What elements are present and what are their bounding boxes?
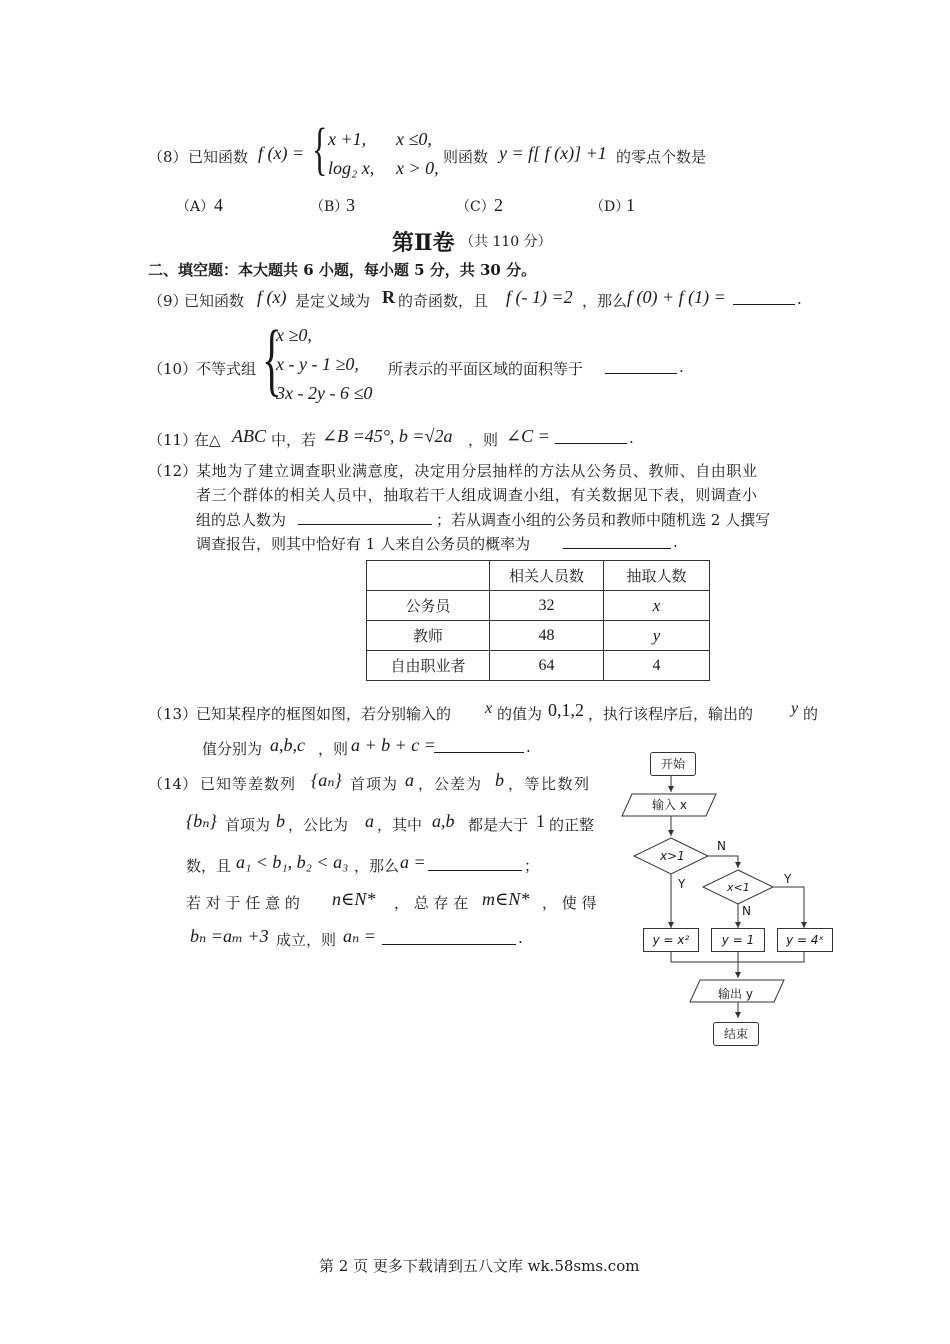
part2-title: 第Ⅱ卷 [392, 230, 455, 256]
q14-line-4a: 若 对 于 任 意 的 [186, 894, 300, 912]
q11-text-2: 中，若 [271, 431, 317, 449]
q8-option-a-label: （A） [176, 199, 215, 215]
q14-b-2: b [276, 811, 285, 831]
q14-b: b [495, 770, 504, 790]
q12-line-4a: 调查报告，则其中恰好有 1 人来自公务员的概率为 [196, 535, 531, 553]
q11-expr: ∠C = [506, 426, 550, 446]
flowchart-out2: y = 1 [711, 928, 765, 952]
q14-a: a [405, 770, 414, 790]
flowchart-Y2: Y [784, 872, 792, 886]
q14-line-3-end: ； [524, 857, 540, 875]
section-heading: 二、填空题：本大题共 6 小题，每小题 5 分，共 30 分。 [148, 261, 537, 279]
q8-case1-expr: x +1, [328, 129, 367, 149]
table-header-cell [367, 561, 490, 591]
q14-ab: a,b [432, 811, 455, 831]
q8-option-b-value: 3 [346, 195, 355, 215]
flowchart-N2: N [742, 904, 751, 918]
table-cell: 48 [490, 621, 604, 651]
q12-line-2: 者三个群体的相关人员中，抽取若干人组成调查小组，有关数据见下表，则调查小 [196, 486, 758, 504]
q9-number: （9） [148, 292, 188, 310]
table-row [367, 651, 710, 681]
q14-line-4n: n∈N* [332, 889, 376, 909]
q9-end: . [797, 290, 802, 308]
q14-line-2a: 首项为 [225, 816, 271, 834]
q8-case2-cond: x > 0, [396, 158, 439, 178]
q10-number: （10） [148, 360, 198, 378]
flowchart-cond2: x<1 [727, 881, 750, 894]
table-cell: 自由职业者 [367, 651, 490, 681]
table-cell: x [604, 591, 710, 621]
q13-line-2a: 值分别为 [202, 740, 263, 758]
q8-y-expr: y = f[ f (x)] +1 [499, 143, 607, 163]
q8-option-c-value: 2 [494, 195, 503, 215]
flowchart-out3: y = 4ˣ [777, 928, 833, 952]
q8-option-d-value: 1 [626, 195, 635, 215]
q14-blank-a[interactable] [428, 854, 522, 871]
q14-line-5-expr: bₙ =aₘ +3 [190, 926, 269, 946]
q12-line-3a: 组的总人数为 [196, 511, 287, 529]
q13-abc: a,b,c [270, 735, 305, 755]
q11-abc: ABC [232, 426, 266, 446]
q11-end: . [629, 429, 634, 447]
page-footer: 第 2 页 更多下载请到五八文库 wk.58sms.com [319, 1257, 640, 1275]
table-header-cell: 相关人员数 [490, 561, 604, 591]
q14-number: （14） [148, 775, 198, 793]
flowchart-start: 开始 [650, 752, 696, 776]
flowchart-out1: y = x² [643, 928, 699, 952]
q14-line-3b: ，那么 [354, 857, 400, 875]
q11-number: （11） [148, 431, 198, 449]
flowchart-connectors [600, 740, 850, 1060]
q12-table [366, 560, 710, 681]
table-cell: 公务员 [367, 591, 490, 621]
q12-line-3b: ；若从调查小组的公务员和教师中随机选 2 人撰写 [436, 511, 771, 529]
q9-R: R [382, 287, 395, 307]
flowchart-Y1: Y [678, 877, 686, 891]
q10-line-1: x ≥0, [276, 325, 312, 345]
q12-number: （12） [148, 462, 198, 480]
table-row [367, 621, 710, 651]
q10-answer-blank[interactable] [605, 357, 677, 374]
q14-line-2b: ，公比为 [288, 816, 349, 834]
q8-option-c-label: （C） [456, 199, 495, 215]
q8-prefix: 已知函数 [188, 148, 249, 166]
q13-y: y [791, 700, 799, 717]
table-header-row [367, 561, 710, 591]
q12-blank-total[interactable] [298, 508, 432, 525]
q10-line-2: x - y - 1 ≥0, [276, 354, 359, 374]
q10-line-3: 3x - 2y - 6 ≤0 [276, 383, 373, 403]
q14-line-3-expr: a = [400, 852, 426, 872]
q8-case2-expr: log₂ x, [328, 158, 375, 178]
q11-text-3: ，则 [468, 431, 499, 449]
q14-line-2d: 都是大于 [468, 816, 529, 834]
q8-brace: { [312, 116, 328, 181]
q13-line-2b: ，则 [318, 740, 349, 758]
flowchart-N1: N [717, 839, 726, 853]
q8-f-lhs: f (x) = [258, 143, 305, 163]
q14-blank-an[interactable] [382, 928, 516, 945]
q14-line-2e: 的正整 [549, 816, 595, 834]
q9-text-1: 已知函数 [184, 292, 245, 310]
q10-text-1: 不等式组 [196, 360, 257, 378]
q13-text-2: 的值为 [497, 705, 543, 723]
q14-line-1a: 已知等差数列 [200, 775, 297, 793]
q9-answer-blank[interactable] [733, 288, 795, 305]
q14-line-1b: 首项为 [350, 775, 399, 793]
table-header-cell: 抽取人数 [604, 561, 710, 591]
q13-end: . [526, 738, 531, 756]
q14-bn: {bₙ} [186, 811, 217, 831]
q11-text-1: 在△ [194, 431, 221, 449]
q8-mid: 则函数 [443, 148, 489, 166]
q13-answer-blank[interactable] [434, 736, 524, 753]
q13-text-4: 的 [803, 705, 819, 723]
q14-line-5-end: . [518, 929, 523, 947]
q13-vals: 0,1,2 [548, 700, 584, 720]
q9-text-4: ，那么 [582, 292, 628, 310]
q9-expr: f (0) + f (1) = [627, 287, 726, 307]
q14-ineq: a₁ < b₁, b₂ < a₃ [236, 852, 349, 872]
table-cell: y [604, 621, 710, 651]
flowchart-cond1: x>1 [660, 849, 685, 863]
q10-end: . [679, 358, 684, 376]
q14-line-4c: ， 使 得 [542, 894, 597, 912]
q14-a-2: a [365, 811, 374, 831]
table-cell: 64 [490, 651, 604, 681]
q8-option-d-label: （D） [590, 199, 630, 215]
q8-case1-cond: x ≤0, [396, 129, 432, 149]
flowchart-output-label: 输出 y [718, 987, 753, 1001]
flowchart-end: 结束 [713, 1022, 759, 1046]
q14-one: 1 [536, 811, 545, 831]
table-cell: 4 [604, 651, 710, 681]
q9-text-3: 的奇函数，且 [398, 292, 489, 310]
q14-line-1c: ，公差为 [418, 775, 483, 793]
q9-f: f (x) [257, 287, 287, 307]
q8-option-a-value: 4 [214, 195, 223, 215]
q13-text-3: ，执行该程序后，输出的 [588, 705, 754, 723]
q11-cond: ∠B =45°, b =√2a [322, 426, 453, 446]
q10-text-2: 所表示的平面区域的面积等于 [388, 360, 584, 378]
table-row [367, 591, 710, 621]
q12-blank-prob[interactable] [563, 532, 671, 549]
q11-answer-blank[interactable] [555, 427, 627, 444]
q14-an: {aₙ} [311, 770, 342, 790]
q10-brace: { [262, 313, 282, 404]
q13-expr: a + b + c = [351, 735, 436, 755]
q14-line-2c: ，其中 [377, 816, 423, 834]
q14-line-5a: 成立，则 [276, 931, 337, 949]
q14-line-4b: ， 总 存 在 [394, 894, 469, 912]
flowchart-input-label: 输入 x [652, 798, 687, 812]
q14-line-1d: ，等比数列 [508, 775, 591, 793]
q8-number: （8） [148, 148, 188, 166]
q8-option-b-label: （B） [310, 199, 349, 215]
table-cell: 教师 [367, 621, 490, 651]
table-cell: 32 [490, 591, 604, 621]
q12-line-1: 某地为了建立调查职业满意度，决定用分层抽样的方法从公务员、教师、自由职业 [196, 462, 758, 480]
q12-line-4b: . [673, 533, 678, 551]
q14-line-3a: 数，且 [186, 857, 232, 875]
q13-text-1: 已知某程序的框图如图，若分别输入的 [196, 705, 452, 723]
q13-number: （13） [148, 705, 198, 723]
q13-x: x [485, 700, 493, 717]
part2-subtitle: （共 110 分） [460, 234, 552, 250]
q14-line-4m: m∈N* [482, 889, 530, 909]
q14-line-5-an: aₙ = [343, 926, 376, 946]
q9-cond: f (- 1) =2 [506, 287, 573, 307]
q8-suffix: 的零点个数是 [616, 148, 707, 166]
q9-text-2: 是定义域为 [295, 292, 371, 310]
